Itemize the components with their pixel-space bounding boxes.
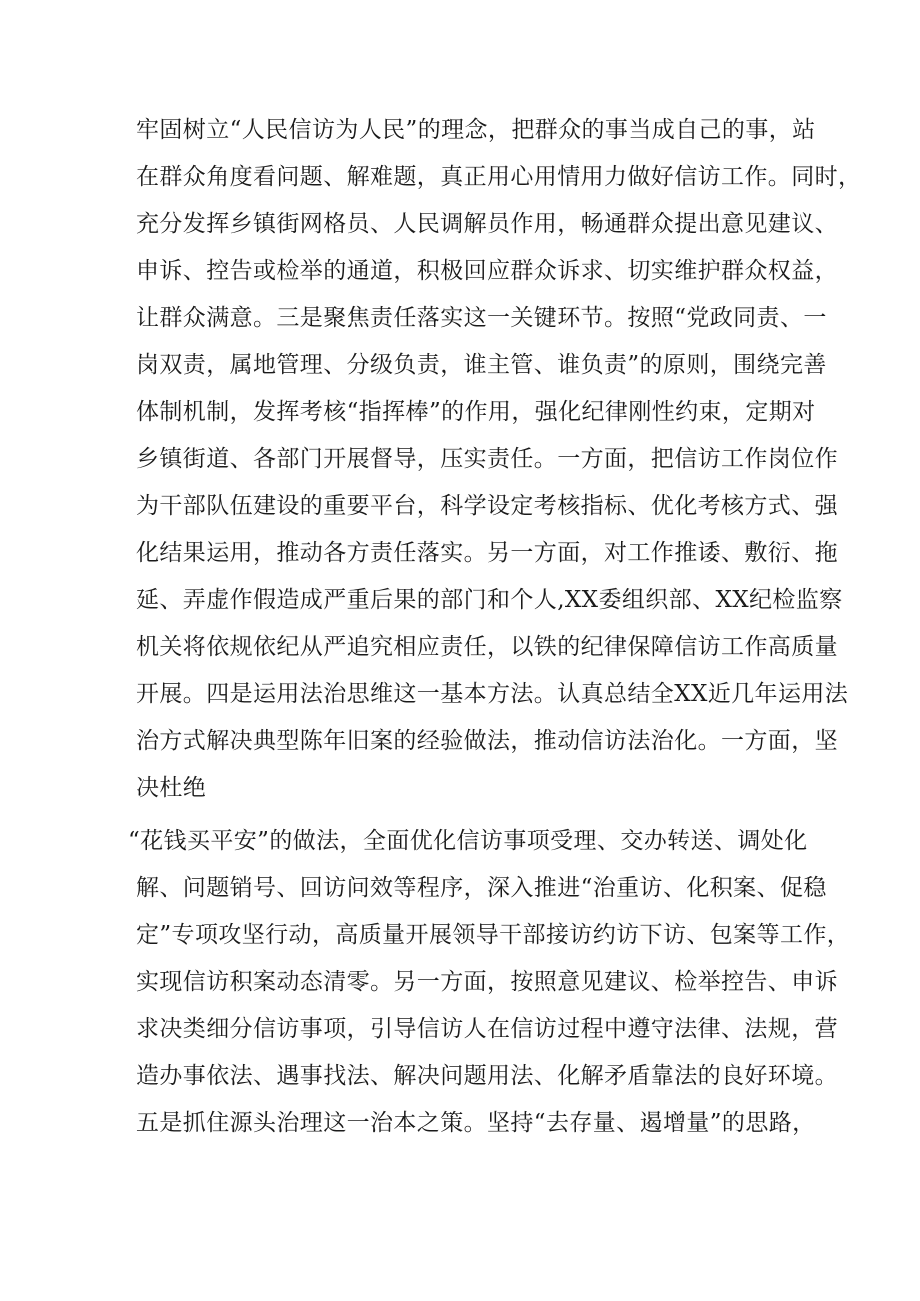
- text-line: 在群众角度看问题、解难题，真正用心用情用力做好信访工作。同时，: [136, 164, 862, 190]
- text-line: 体制机制，发挥考核“指挥棒”的作用，强化纪律刚性约束，定期对: [136, 399, 816, 425]
- text-line: 化结果运用，推动各方责任落实。另一方面，对工作推诿、敷衍、拖: [136, 540, 838, 566]
- text-line: 让群众满意。三是聚焦责任落实这一关键环节。按照“党政同责、一: [136, 305, 827, 331]
- text-line: 实现信访积案动态清零。另一方面，按照意见建议、检举控告、申诉: [136, 969, 838, 995]
- text-line: 解、问题销号、回访问效等程序，深入推进“治重访、化积案、促稳: [136, 875, 827, 901]
- text-line: 申诉、控告或检举的通道，积极回应群众诉求、切实维护群众权益，: [136, 258, 838, 284]
- text-line: 岗双责，属地管理、分级负责，谁主管、谁负责”的原则，围绕完善: [136, 352, 827, 378]
- text-line: 充分发挥乡镇街网格员、人民调解员作用，畅通群众提出意见建议、: [136, 211, 838, 237]
- text-line: 机关将依规依纪从严追究相应责任，以铁的纪律保障信访工作高质量: [136, 634, 838, 660]
- text-line: 治方式解决典型陈年旧案的经验做法，推动信访法治化。一方面，坚: [136, 728, 838, 754]
- text-line: 为干部队伍建设的重要平台，科学设定考核指标、优化考核方式、强: [136, 493, 838, 519]
- text-line: 求决类细分信访事项，引导信访人在信访过程中遵守法律、法规，营: [136, 1016, 838, 1042]
- text-line: 决杜绝: [136, 775, 207, 801]
- text-line: 牢固树立“人民信访为人民”的理念，把群众的事当成自己的事，站: [136, 117, 816, 143]
- text-line: 开展。四是运用法治思维这一基本方法。认真总结全XX近几年运用法: [136, 681, 849, 707]
- text-line: 乡镇街道、各部门开展督导，压实责任。一方面，把信访工作岗位作: [136, 446, 838, 472]
- text-line: “花钱买平安”的做法，全面优化信访事项受理、交办转送、调处化: [128, 828, 808, 854]
- text-line: 延、弄虚作假造成严重后果的部门和个人,XX委组织部、XX纪检监察: [136, 587, 843, 613]
- text-line: 造办事依法、遇事找法、解决问题用法、化解矛盾靠法的良好环境。: [136, 1063, 838, 1089]
- text-line: 五是抓住源头治理这一治本之策。坚持“去存量、遏增量”的思路，: [136, 1110, 816, 1136]
- text-line: 定”专项攻坚行动，高质量开展领导干部接访约访下访、包案等工作，: [136, 922, 851, 948]
